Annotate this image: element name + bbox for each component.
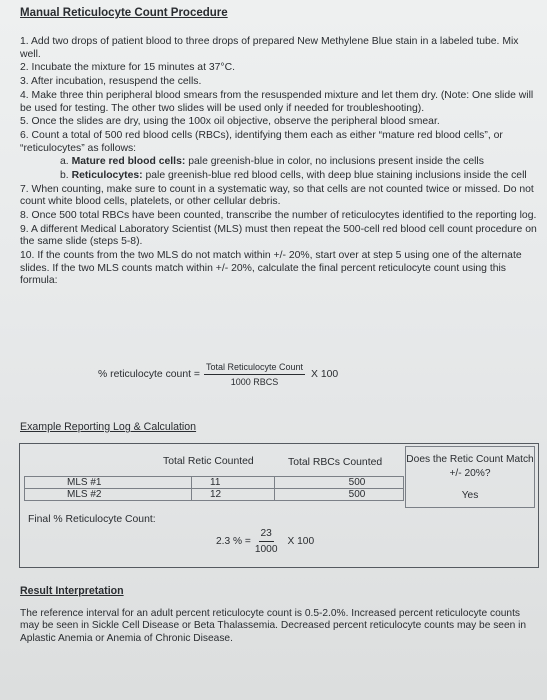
final-lhs: 2.3 % =: [216, 536, 251, 547]
match-answer: Yes: [461, 490, 479, 501]
formula-lhs: % reticulocyte count =: [98, 369, 200, 380]
step-6a-label: a.: [60, 156, 72, 168]
step-9: 9. A different Medical Laboratory Scientist (MLS) must then repeat the 500-cell red blood cell count procedure on the same slide (steps 5-8).: [20, 223, 537, 248]
step-6b-label: b.: [60, 170, 72, 182]
mls-cell: MLS #1: [25, 477, 192, 489]
reporting-log-table: [24, 476, 404, 501]
rbc-cell: 500: [275, 489, 404, 501]
step-2: 2. Incubate the mixture for 15 minutes at 37°C.: [20, 62, 235, 74]
final-formula: [216, 528, 314, 555]
formula-multiplier: X 100: [311, 369, 339, 380]
retic-formula: [98, 362, 338, 387]
final-denominator: 1000: [254, 544, 278, 555]
step-6a: [60, 156, 540, 169]
step-5: 5. Once the slides are dry, using the 100x oil objective, observe the peripheral blood smear.: [20, 116, 440, 128]
procedure-steps: [20, 36, 540, 289]
step-6a-term: Mature red blood cells:: [71, 156, 186, 168]
final-count-label: Final % Reticulocyte Count:: [28, 514, 156, 525]
step-4: 4. Make three thin peripheral blood smears from the resuspended mixture and let them dry. (Note: One slide will be used for testing. The other two slides will be used only if needed for troubleshooting).: [20, 89, 534, 114]
header-match: Does the Retic Count Match +/- 20%?: [406, 454, 534, 479]
formula-numerator: Total Reticulocyte Count: [204, 362, 305, 375]
retic-cell: 11: [192, 477, 275, 489]
step-6: 6. Count a total of 500 red blood cells (RBCs), identifying them each as either “mature red blood cells”, or “reticulocytes” as follows:: [20, 130, 503, 154]
step-7: 7. When counting, make sure to count in a systematic way, so that cells are not counted twice or missed. Do not count white blood cells, platelets, or other cellular debris.: [20, 183, 534, 208]
step-6b: [60, 170, 540, 183]
final-numerator: 23: [259, 528, 274, 542]
page-title: Manual Reticulocyte Count Procedure: [20, 7, 228, 19]
result-text: The reference interval for an adult percent reticulocyte count is 0.5-2.0%. Increased percent reticulocyte counts may be seen in Sickle Cell Disease or Beta Thalassemia. Decreased percent reticulocyte counts may be seen in Aplastic Anemia or Anemia of Chronic Disease.: [20, 608, 527, 644]
mls-cell: MLS #2: [25, 489, 192, 501]
table-row: [25, 477, 404, 489]
rbc-cell: 500: [275, 477, 404, 489]
header-total-retic: Total Retic Counted: [163, 456, 254, 467]
step-3: 3. After incubation, resuspend the cells.: [20, 76, 202, 88]
step-6a-text: pale greenish-blue in color, no inclusions present inside the cells: [185, 156, 484, 168]
step-10: 10. If the counts from the two MLS do not match within +/- 20%, start over at step 5 using one of the alternate slides. If the two MLS counts match within +/- 20%, calculate the final percent reticulocyte count using this formula:: [20, 250, 522, 287]
retic-cell: 12: [192, 489, 275, 501]
table-row: [25, 489, 404, 501]
result-title: Result Interpretation: [20, 585, 124, 597]
formula-fraction: [204, 362, 305, 387]
match-box: [405, 446, 535, 508]
formula-denominator: 1000 RBCS: [230, 377, 279, 387]
final-fraction: [255, 528, 278, 555]
step-6b-term: Reticulocytes:: [71, 170, 143, 182]
final-multiplier: X 100: [287, 536, 315, 547]
example-log-box: [19, 443, 539, 568]
header-total-rbcs: Total RBCs Counted: [288, 457, 383, 468]
step-6b-text: pale greenish-blue red blood cells, with deep blue staining inclusions inside the cell: [142, 170, 527, 182]
step-8: 8. Once 500 total RBCs have been counted, transcribe the number of reticulocytes identified to the reporting log.: [20, 210, 537, 222]
example-title: Example Reporting Log & Calculation: [20, 421, 197, 433]
step-1: 1. Add two drops of patient blood to three drops of prepared New Methylene Blue stain in a labeled tube. Mix well.: [20, 36, 519, 60]
